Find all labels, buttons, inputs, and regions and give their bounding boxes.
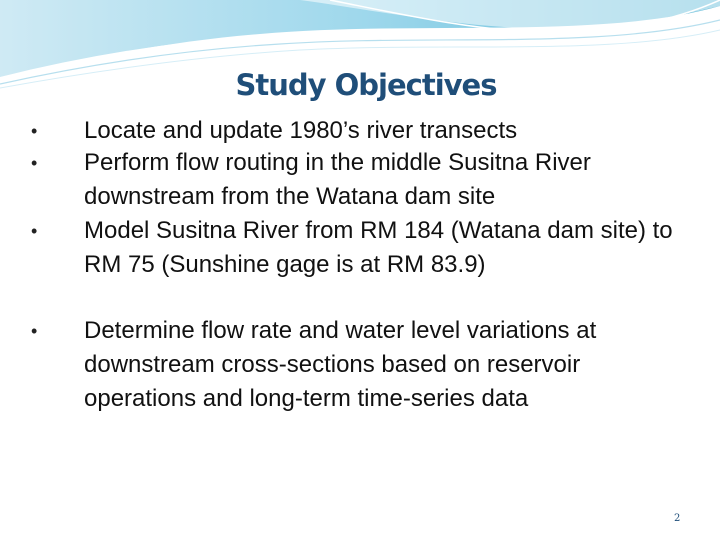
- bullet-icon: •: [31, 221, 38, 241]
- bullet-text: Perform flow routing in the middle Susitna River downstream from the Watana dam site: [84, 149, 591, 210]
- slide-title: Study Objectives: [235, 68, 497, 102]
- page-number: 2: [674, 513, 681, 524]
- bullet-icon: •: [31, 321, 38, 341]
- bullet-text: Locate and update 1980’s river transects: [84, 117, 518, 144]
- bullet-icon: •: [31, 153, 38, 173]
- bullet-text: Model Susitna River from RM 184 (Watana dam site) to RM 75 (Sunshine gage is at RM 83.9): [84, 217, 673, 278]
- bullet-text: Determine flow rate and water level variations at downstream cross-sections based on reservoir operations and long-term time-series data: [84, 317, 597, 412]
- bullet-icon: •: [31, 121, 38, 141]
